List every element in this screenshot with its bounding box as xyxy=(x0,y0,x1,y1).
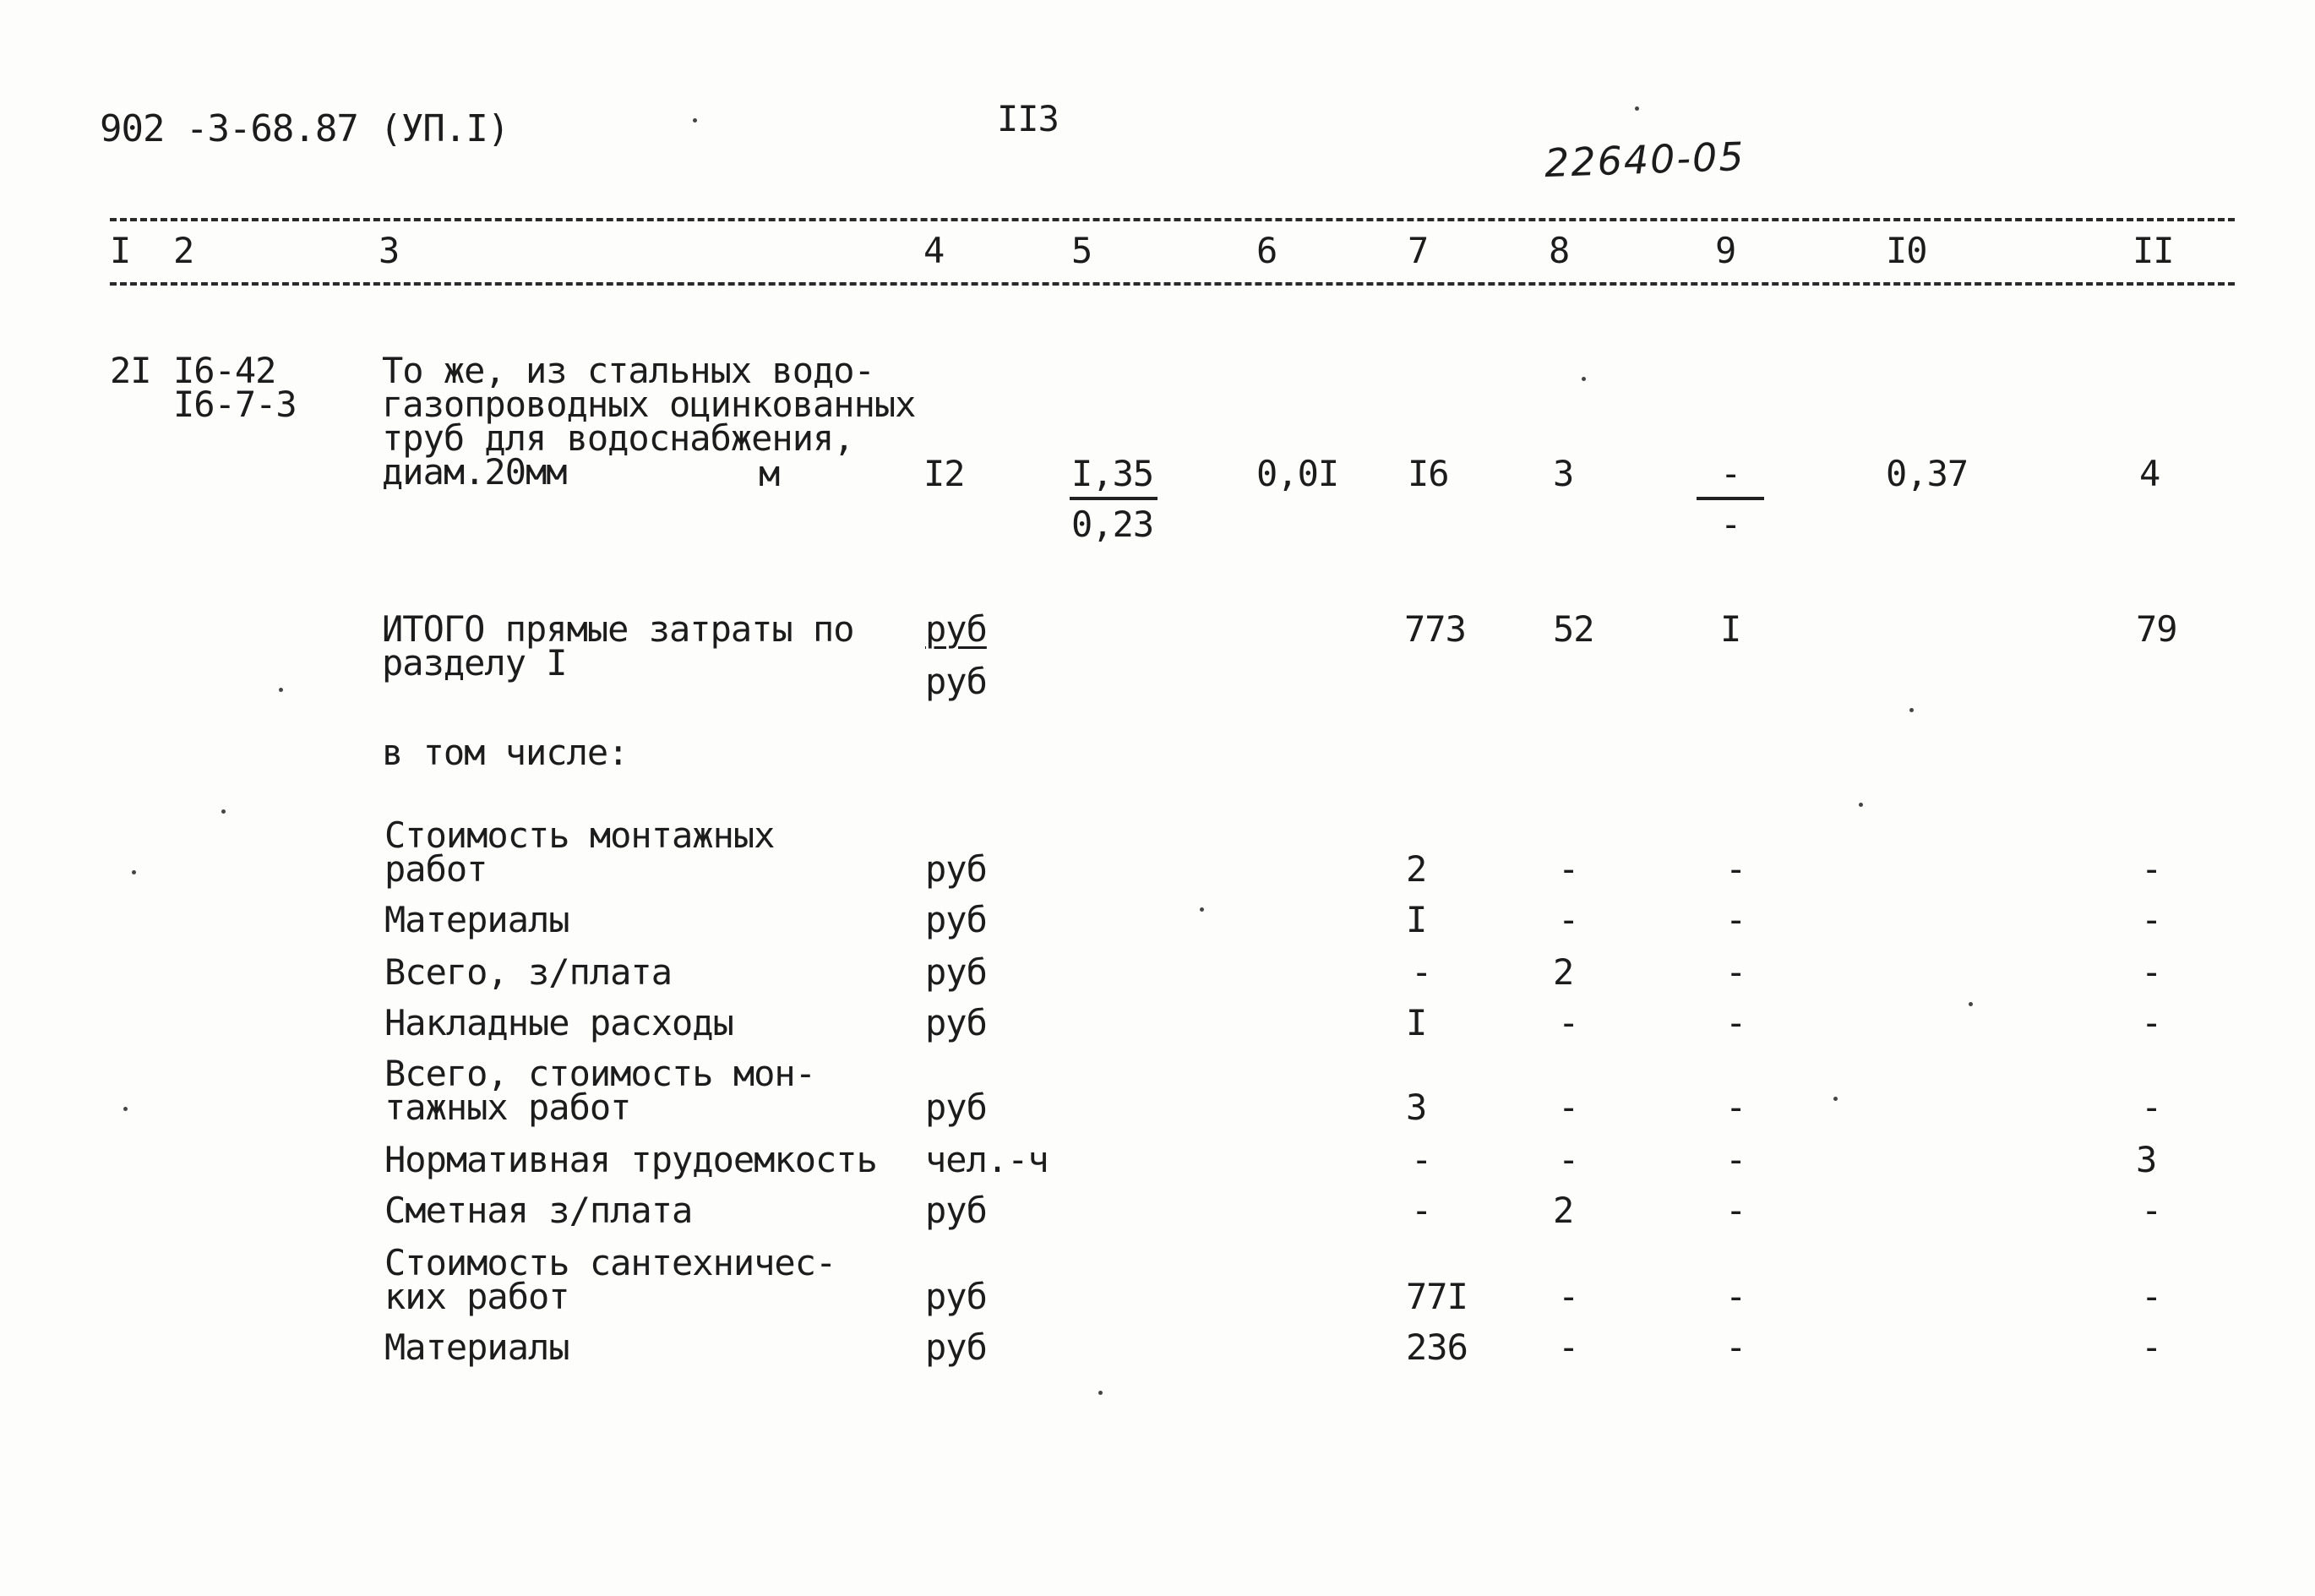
row-value-c7: - xyxy=(1411,1139,1432,1180)
row-value-c11: - xyxy=(2141,1326,2162,1368)
col-header-1: I xyxy=(110,230,131,271)
row-value-c7: - xyxy=(1411,1190,1432,1231)
total-unit-top: руб xyxy=(925,608,987,650)
row-value-c7: 2 xyxy=(1406,848,1427,890)
scan-speck xyxy=(1635,106,1639,111)
scan-speck xyxy=(1909,708,1914,712)
entry-desc-3: труб для водоснабжения, xyxy=(382,417,854,459)
row-value-c7: - xyxy=(1411,951,1432,993)
entry-col7: I6 xyxy=(1408,453,1449,494)
row-value-c9: - xyxy=(1725,899,1746,940)
entry-code-1: I6-42 xyxy=(173,350,276,391)
total-col7: 773 xyxy=(1404,608,1466,650)
row-label-line1: Стоимость монтажных xyxy=(384,814,775,856)
scan-speck xyxy=(693,118,697,123)
row-value-c11: 3 xyxy=(2136,1139,2157,1180)
col-header-9: 9 xyxy=(1715,230,1736,271)
row-unit: чел.-ч xyxy=(925,1139,1049,1180)
scan-speck xyxy=(1969,1002,1973,1006)
doc-code: 902 -3-68.87 (УП.I) xyxy=(100,107,509,150)
row-value-c8: - xyxy=(1558,1276,1579,1317)
row-unit: руб xyxy=(925,1087,987,1128)
row-value-c7: 3 xyxy=(1406,1087,1427,1128)
total-col9: I xyxy=(1720,608,1741,650)
row-label: ких работ xyxy=(384,1276,569,1317)
col-header-4: 4 xyxy=(923,230,945,271)
row-value-c11: - xyxy=(2141,848,2162,890)
row-value-c11: - xyxy=(2141,899,2162,940)
row-label: Материалы xyxy=(384,1326,569,1368)
entry-col9-bottom: - xyxy=(1720,504,1741,545)
row-value-c8: - xyxy=(1558,848,1579,890)
archive-number: 22640-05 xyxy=(1544,133,1746,187)
row-value-c7: I xyxy=(1406,899,1427,940)
including-label: в том числе: xyxy=(382,732,629,773)
row-value-c8: - xyxy=(1558,899,1579,940)
col-header-2: 2 xyxy=(173,230,194,271)
scan-speck xyxy=(221,809,226,814)
col-header-7: 7 xyxy=(1408,230,1429,271)
scan-speck xyxy=(132,870,136,874)
entry-number: 2I xyxy=(110,350,151,391)
entry-desc-2: газопроводных оцинкованных xyxy=(382,384,916,425)
row-value-c9: - xyxy=(1725,1087,1746,1128)
entry-col8: 3 xyxy=(1553,453,1574,494)
entry-desc-1: То же, из стальных водо- xyxy=(382,350,874,391)
row-label: Всего, з/плата xyxy=(384,951,673,993)
row-unit: руб xyxy=(925,1002,987,1043)
total-label-2: разделу I xyxy=(382,642,567,684)
page-number: II3 xyxy=(997,98,1059,139)
entry-col11: 4 xyxy=(2139,453,2160,494)
scan-speck xyxy=(1582,377,1586,381)
row-unit: руб xyxy=(925,1276,987,1317)
entry-qty: I2 xyxy=(923,453,965,494)
total-col8: 52 xyxy=(1553,608,1594,650)
col-header-10: I0 xyxy=(1886,230,1927,271)
row-value-c7: 77I xyxy=(1406,1276,1468,1317)
entry-col6: 0,0I xyxy=(1256,453,1339,494)
row-unit: руб xyxy=(925,1190,987,1231)
row-value-c8: - xyxy=(1558,1326,1579,1368)
row-value-c8: - xyxy=(1558,1139,1579,1180)
row-value-c9: - xyxy=(1725,1190,1746,1231)
entry-unit: м xyxy=(759,453,780,494)
row-value-c11: - xyxy=(2141,1087,2162,1128)
row-label: работ xyxy=(384,848,488,890)
row-value-c11: - xyxy=(2141,1190,2162,1231)
col-header-6: 6 xyxy=(1256,230,1277,271)
total-label-1: ИТОГО прямые затраты по xyxy=(382,608,854,650)
row-unit: руб xyxy=(925,951,987,993)
row-label: Материалы xyxy=(384,899,569,940)
col-header-8: 8 xyxy=(1549,230,1570,271)
row-value-c11: - xyxy=(2141,1276,2162,1317)
row-value-c8: 2 xyxy=(1553,1190,1574,1231)
scan-speck xyxy=(123,1107,128,1111)
row-value-c8: - xyxy=(1558,1087,1579,1128)
row-value-c9: - xyxy=(1725,1276,1746,1317)
row-label: Сметная з/плата xyxy=(384,1190,693,1231)
header-rule-top xyxy=(110,218,2235,221)
row-value-c11: - xyxy=(2141,1002,2162,1043)
scan-speck xyxy=(1098,1391,1103,1395)
col-header-3: 3 xyxy=(379,230,400,271)
row-value-c9: - xyxy=(1725,951,1746,993)
col9-fraction-line xyxy=(1697,497,1764,500)
row-value-c7: 236 xyxy=(1406,1326,1468,1368)
row-value-c9: - xyxy=(1725,1326,1746,1368)
row-value-c9: - xyxy=(1725,1139,1746,1180)
scan-speck xyxy=(1200,907,1204,912)
entry-price-bottom: 0,23 xyxy=(1071,504,1154,545)
row-value-c7: I xyxy=(1406,1002,1427,1043)
entry-code-2: I6-7-3 xyxy=(173,384,297,425)
scan-speck xyxy=(1859,803,1863,807)
row-label: Накладные расходы xyxy=(384,1002,733,1043)
row-value-c9: - xyxy=(1725,848,1746,890)
total-unit-bottom: руб xyxy=(925,661,987,702)
entry-price-top: I,35 xyxy=(1071,453,1154,494)
price-fraction-line xyxy=(1070,497,1158,500)
total-col11: 79 xyxy=(2136,608,2177,650)
row-value-c8: 2 xyxy=(1553,951,1574,993)
row-unit: руб xyxy=(925,848,987,890)
scan-speck xyxy=(1833,1097,1838,1101)
row-label-line1: Стоимость сантехничес- xyxy=(384,1242,836,1283)
col-header-11: II xyxy=(2133,230,2174,271)
row-value-c9: - xyxy=(1725,1002,1746,1043)
row-value-c8: - xyxy=(1558,1002,1579,1043)
row-unit: руб xyxy=(925,899,987,940)
row-label: тажных работ xyxy=(384,1087,631,1128)
row-value-c11: - xyxy=(2141,951,2162,993)
col-header-5: 5 xyxy=(1071,230,1092,271)
row-label: Нормативная трудоемкость xyxy=(384,1139,877,1180)
row-label-line1: Всего, стоимость мон- xyxy=(384,1053,816,1094)
entry-col10: 0,37 xyxy=(1886,453,1969,494)
header-rule-bottom xyxy=(110,282,2235,286)
scan-speck xyxy=(279,688,283,692)
row-unit: руб xyxy=(925,1326,987,1368)
entry-col9-top: - xyxy=(1720,453,1741,494)
entry-desc-4: диам.20мм xyxy=(382,451,567,493)
